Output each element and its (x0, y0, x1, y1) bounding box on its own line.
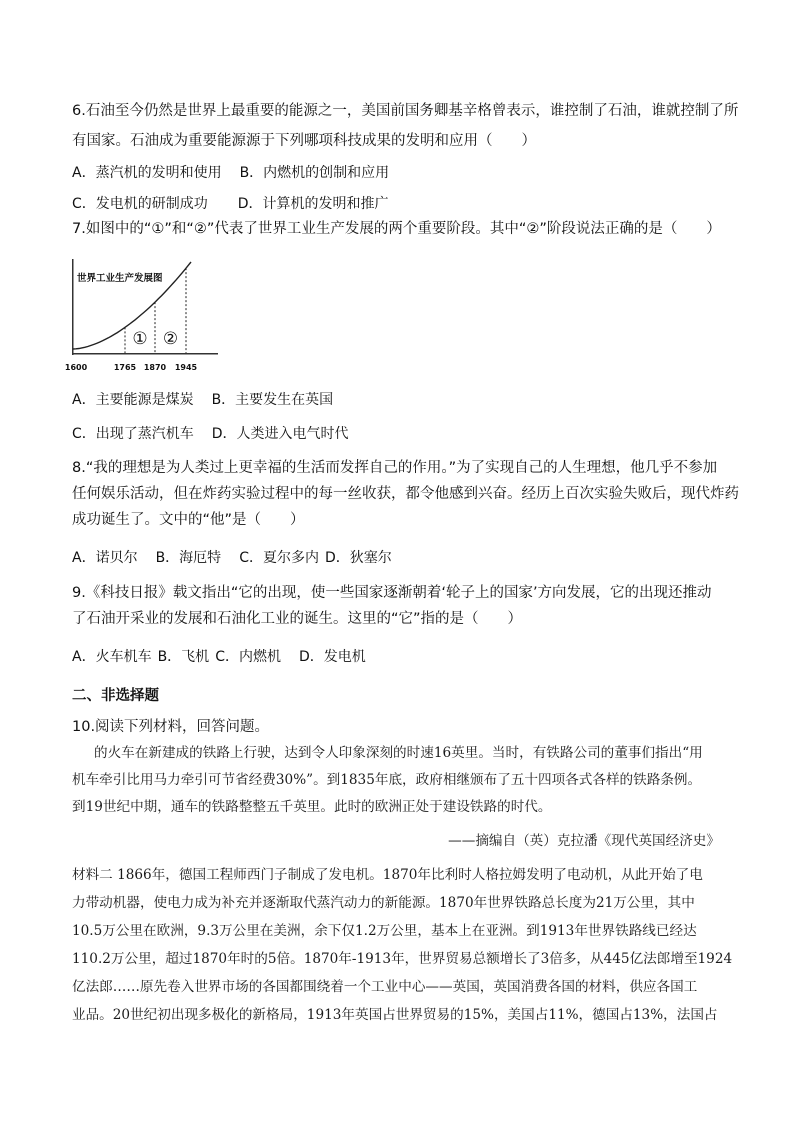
q8-option-b: B．海厄特 (155, 550, 222, 566)
q6-stem-line1: 6.石油至今仍然是世界上最重要的能源之一，美国前国务卿基辛格曾表示，谁控制了石油，谁就控制了所 (72, 103, 739, 119)
q8-stem-line3: 成功诞生了。文中的“他”是（ ） (72, 512, 305, 528)
q7-option-b: B．主要发生在英国 (211, 392, 334, 408)
material2-line5: 亿法郎……原先卷入世界市场的各国都围绕着一个工业中心——英国，英国消费各国的材料，供应各国工 (72, 979, 698, 995)
material2-line6: 业品。20世纪初出现多极化的新格局，1913年英国占世界贸易的15%，美国占11%，德国占13%，法国占 (72, 1007, 718, 1023)
q8-options-row (72, 548, 392, 568)
tick-label-1945: 1945 (174, 363, 198, 372)
q10-intro: 10.阅读下列材料，回答问题。 (72, 719, 270, 735)
q6-options-row1 (72, 163, 389, 183)
q6-option-c: C．发电机的研制成功 (72, 196, 208, 212)
q7-stem: 7.如图中的“①”和“②”代表了世界工业生产发展的两个重要阶段。其中“②”阶段说法正确的是（ ） (72, 221, 721, 237)
q8-option-a: A．诺贝尔 (72, 550, 138, 566)
material2-line2: 力带动机器，使电力成为补充并逐渐取代蒸汽动力的新能源。1870年世界铁路总长度为21万公里，其中 (72, 895, 695, 911)
chart-x-axis (72, 353, 218, 355)
q7-options-row1 (72, 390, 333, 410)
industry-chart-svg (64, 255, 222, 373)
material1-source: ——摘编自（英）克拉潘《现代英国经济史》 (448, 833, 720, 849)
q9-option-a: A．火车机车 (72, 649, 152, 665)
q9-option-c: C．内燃机 (215, 649, 281, 665)
chart-y-axis (72, 259, 74, 355)
q6-option-a: A．蒸汽机的发明和使用 (72, 165, 222, 181)
q6-option-d: D．计算机的发明和推广 (237, 196, 389, 212)
q6-options-row2 (72, 194, 389, 214)
material1-line3: 到19世纪中期，通车的铁路整整五千英里。此时的欧洲正处于建设铁路的时代。 (72, 799, 552, 815)
q9-stem-line2: 了石油开采业的发展和石油化工业的诞生。这里的“它”指的是（ ） (72, 611, 523, 627)
q9-options-row (72, 647, 366, 667)
q7-options-row2 (72, 424, 349, 444)
q9-option-d: D．发电机 (298, 649, 366, 665)
tick-label-1765: 1765 (113, 363, 137, 372)
stage-label-2: ② (162, 329, 179, 349)
section-heading: 二、非选择题 (72, 688, 159, 704)
q8-option-c: C．夏尔多内 (239, 550, 319, 566)
q6-stem-line2: 有国家。石油成为重要能源源于下列哪项科技成果的发明和应用（ ） (72, 133, 536, 149)
q6-option-b: B．内燃机的创制和应用 (239, 165, 390, 181)
q9-stem-line1: 9.《科技日报》载文指出“它的出现，使一些国家逐渐朝着‘轮子上的国家’方向发展，它的出现还推动 (72, 585, 712, 601)
material2-line3: 10.5万公里在欧洲，9.3万公里在美洲，余下仅1.2万公里，基本上在亚洲。到1913年世界铁路线已经达 (72, 923, 697, 939)
material1-line1: 的火车在新建成的铁路上行驶，达到令人印象深刻的时速16英里。当时，有铁路公司的董事们指出“用 (94, 745, 703, 761)
tick-label-1600: 1600 (64, 363, 88, 372)
q9-option-b: B．飞机 (157, 649, 210, 665)
q7-option-c: C．出现了蒸汽机车 (72, 426, 194, 442)
chart-title: 世界工业生产发展图 (77, 273, 163, 284)
q7-option-a: A．主要能源是煤炭 (72, 392, 194, 408)
q7-option-d: D．人类进入电气时代 (211, 426, 349, 442)
q8-stem-line1: 8.“我的理想是为人类过上更幸福的生活而发挥自己的作用。”为了实现自己的人生理想，他几乎不参加 (72, 460, 718, 476)
q8-stem-line2: 任何娱乐活动，但在炸药实验过程中的每一丝收获，都令他感到兴奋。经历上百次实验失败后，现代炸药 (72, 486, 739, 502)
material2-line4: 110.2万公里，超过1870年时的5倍。1870年-1913年，世界贸易总额增长了3倍多，从445亿法郎增至1924 (72, 951, 733, 967)
stage-label-1: ① (132, 329, 148, 349)
tick-label-1870: 1870 (143, 363, 167, 372)
industry-chart (64, 255, 222, 373)
q8-option-d: D．狄塞尔 (324, 550, 392, 566)
material1-line2: 机车牵引比用马力牵引可节省经费30%”。到1835年底，政府相继颁布了五十四项各式各样的铁路条例。 (72, 772, 702, 788)
material2-line1: 材料二 1866年，德国工程师西门子制成了发电机。1870年比利时人格拉姆发明了电动机，从此开始了电 (72, 867, 703, 883)
